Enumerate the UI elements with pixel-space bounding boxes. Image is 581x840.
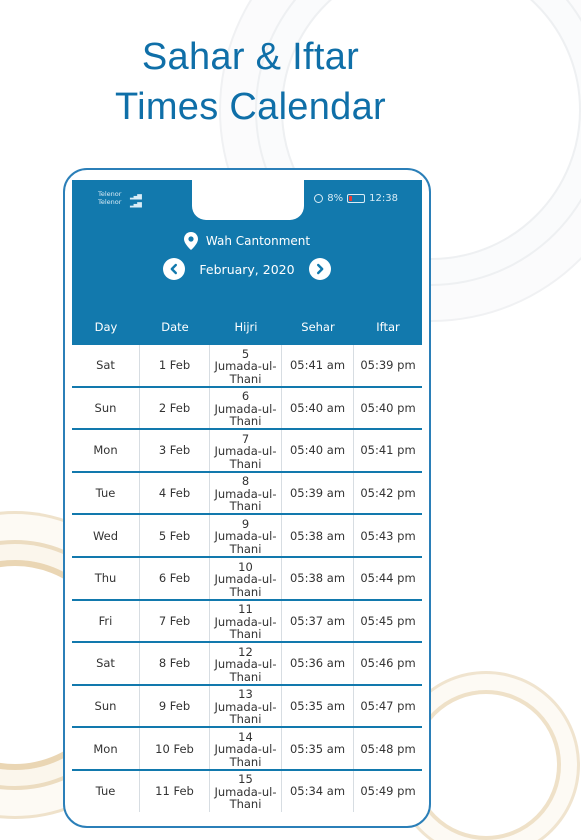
sehar-time-cell: 05:39 am bbox=[282, 473, 354, 514]
hijri-num: 15 bbox=[238, 772, 253, 787]
sehar-time-cell: 05:37 am bbox=[282, 601, 354, 642]
hijri-cell bbox=[210, 601, 282, 642]
hijri-suffix: Thani bbox=[229, 627, 262, 642]
battery-icon bbox=[347, 194, 365, 203]
hijri-suffix: Thani bbox=[229, 797, 262, 812]
hijri-num: 12 bbox=[238, 644, 253, 659]
hijri-num: 13 bbox=[238, 687, 253, 702]
hijri-month: Jumada-ul- bbox=[214, 572, 277, 587]
sehar-time-cell: 05:38 am bbox=[282, 558, 354, 599]
battery-percent: 8% bbox=[327, 193, 344, 204]
table-row bbox=[72, 599, 422, 642]
table-row bbox=[72, 513, 422, 556]
location-name: Wah Cantonment bbox=[205, 234, 311, 248]
iftar-time-cell: 05:39 pm bbox=[360, 358, 416, 373]
hijri-month: Jumada-ul- bbox=[214, 359, 277, 374]
carrier-2: Telenor bbox=[98, 198, 122, 206]
column-day: Day bbox=[94, 320, 118, 334]
sehar-time-cell: 05:38 am bbox=[282, 515, 354, 556]
iftar-time-cell: 05:45 pm bbox=[360, 613, 416, 628]
status-bar-carriers bbox=[98, 190, 141, 208]
hijri-cell bbox=[210, 473, 282, 514]
table-row bbox=[72, 684, 422, 727]
column-iftar: Iftar bbox=[376, 320, 400, 334]
iftar-time-cell: 05:46 pm bbox=[360, 656, 416, 671]
day-cell: Mon bbox=[72, 728, 140, 769]
hijri-num: 14 bbox=[238, 729, 253, 744]
headline-line-1: Sahar & Iftar bbox=[141, 36, 360, 78]
hijri-cell bbox=[210, 558, 282, 599]
hijri-month: Jumada-ul- bbox=[214, 657, 277, 672]
day-cell: Thu bbox=[72, 558, 140, 599]
hijri-cell bbox=[210, 728, 282, 769]
hijri-cell bbox=[210, 430, 282, 471]
hijri-month: Jumada-ul- bbox=[214, 614, 277, 629]
alarm-icon bbox=[314, 194, 323, 203]
iftar-time-cell: 05:49 pm bbox=[360, 784, 416, 799]
day-cell: Wed bbox=[72, 515, 140, 556]
table-row bbox=[72, 428, 422, 471]
hijri-month: Jumada-ul- bbox=[214, 486, 277, 501]
hijri-suffix: Thani bbox=[229, 499, 262, 514]
location-row[interactable] bbox=[72, 232, 422, 250]
column-date: Date bbox=[161, 320, 189, 334]
hijri-cell bbox=[210, 388, 282, 429]
day-cell: Sat bbox=[72, 345, 140, 386]
hijri-num: 10 bbox=[238, 559, 253, 574]
hijri-suffix: Thani bbox=[229, 371, 262, 386]
sehar-time-cell: 05:36 am bbox=[282, 643, 354, 684]
table-row bbox=[72, 556, 422, 599]
hijri-num: 9 bbox=[241, 516, 250, 531]
date-cell: 10 Feb bbox=[140, 728, 210, 769]
sehar-time-cell: 05:35 am bbox=[282, 686, 354, 727]
day-cell: Tue bbox=[72, 771, 140, 812]
table-row bbox=[72, 386, 422, 429]
phone-notch bbox=[192, 178, 304, 220]
next-month-button[interactable] bbox=[309, 258, 331, 280]
sehar-time-cell: 05:35 am bbox=[282, 728, 354, 769]
date-cell: 3 Feb bbox=[140, 430, 210, 471]
hijri-suffix: Thani bbox=[229, 712, 262, 727]
headline-line-2: Times Calendar bbox=[115, 86, 386, 128]
current-month: February, 2020 bbox=[199, 261, 295, 277]
carrier-1: Telenor bbox=[98, 190, 122, 198]
day-cell: Sun bbox=[72, 686, 140, 727]
hijri-cell bbox=[210, 345, 282, 386]
iftar-time-cell: 05:47 pm bbox=[360, 699, 416, 714]
date-cell: 5 Feb bbox=[140, 515, 210, 556]
hijri-num: 5 bbox=[241, 346, 250, 361]
app-screen bbox=[72, 180, 422, 820]
phone-frame bbox=[63, 168, 431, 828]
sehar-time-cell: 05:40 am bbox=[282, 430, 354, 471]
hijri-num: 8 bbox=[241, 474, 250, 489]
date-cell: 7 Feb bbox=[140, 601, 210, 642]
iftar-time-cell: 05:44 pm bbox=[360, 571, 416, 586]
date-cell: 4 Feb bbox=[140, 473, 210, 514]
promo-headline bbox=[0, 32, 501, 132]
hijri-suffix: Thani bbox=[229, 541, 262, 556]
previous-month-button[interactable] bbox=[163, 258, 185, 280]
signal-icon: ▂▄▆ ▂▄▆ bbox=[130, 193, 141, 208]
iftar-time-cell: 05:42 pm bbox=[360, 486, 416, 501]
day-cell: Mon bbox=[72, 430, 140, 471]
hijri-num: 6 bbox=[241, 389, 250, 404]
day-cell: Sun bbox=[72, 388, 140, 429]
hijri-num: 11 bbox=[238, 602, 253, 617]
date-cell: 1 Feb bbox=[140, 345, 210, 386]
table-row bbox=[72, 769, 422, 812]
sehar-time-cell: 05:41 am bbox=[282, 345, 354, 386]
hijri-suffix: Thani bbox=[229, 414, 262, 429]
column-hijri: Hijri bbox=[234, 320, 258, 334]
status-bar-right bbox=[314, 193, 398, 204]
hijri-cell bbox=[210, 771, 282, 812]
sehar-time-cell: 05:40 am bbox=[282, 388, 354, 429]
hijri-month: Jumada-ul- bbox=[214, 529, 277, 544]
table-row bbox=[72, 343, 422, 386]
hijri-suffix: Thani bbox=[229, 669, 262, 684]
day-cell: Fri bbox=[72, 601, 140, 642]
date-cell: 2 Feb bbox=[140, 388, 210, 429]
chevron-right-icon bbox=[314, 263, 326, 275]
day-cell: Tue bbox=[72, 473, 140, 514]
mandala-decoration-bottom-right bbox=[411, 690, 561, 840]
hijri-cell bbox=[210, 686, 282, 727]
hijri-suffix: Thani bbox=[229, 584, 262, 599]
hijri-suffix: Thani bbox=[229, 754, 262, 769]
date-cell: 9 Feb bbox=[140, 686, 210, 727]
chevron-left-icon bbox=[168, 263, 180, 275]
hijri-month: Jumada-ul- bbox=[214, 742, 277, 757]
hijri-suffix: Thani bbox=[229, 456, 262, 471]
hijri-month: Jumada-ul- bbox=[214, 784, 277, 799]
day-cell: Sat bbox=[72, 643, 140, 684]
sehar-time-cell: 05:34 am bbox=[282, 771, 354, 812]
hijri-cell bbox=[210, 643, 282, 684]
hijri-cell bbox=[210, 515, 282, 556]
column-sehar: Sehar bbox=[301, 320, 335, 334]
iftar-time-cell: 05:41 pm bbox=[360, 443, 416, 458]
date-cell: 11 Feb bbox=[140, 771, 210, 812]
hijri-month: Jumada-ul- bbox=[214, 699, 277, 714]
status-time: 12:38 bbox=[369, 193, 398, 204]
table-row bbox=[72, 471, 422, 514]
iftar-time-cell: 05:40 pm bbox=[360, 400, 416, 415]
iftar-time-cell: 05:48 pm bbox=[360, 741, 416, 756]
hijri-month: Jumada-ul- bbox=[214, 401, 277, 416]
calendar-table-body bbox=[72, 343, 422, 812]
date-cell: 8 Feb bbox=[140, 643, 210, 684]
date-cell: 6 Feb bbox=[140, 558, 210, 599]
iftar-time-cell: 05:43 pm bbox=[360, 528, 416, 543]
month-navigator bbox=[72, 258, 422, 280]
hijri-num: 7 bbox=[241, 431, 250, 446]
hijri-month: Jumada-ul- bbox=[214, 444, 277, 459]
table-row bbox=[72, 726, 422, 769]
table-row bbox=[72, 641, 422, 684]
calendar-header bbox=[72, 180, 422, 343]
table-header bbox=[72, 320, 422, 343]
location-pin-icon bbox=[184, 232, 198, 250]
